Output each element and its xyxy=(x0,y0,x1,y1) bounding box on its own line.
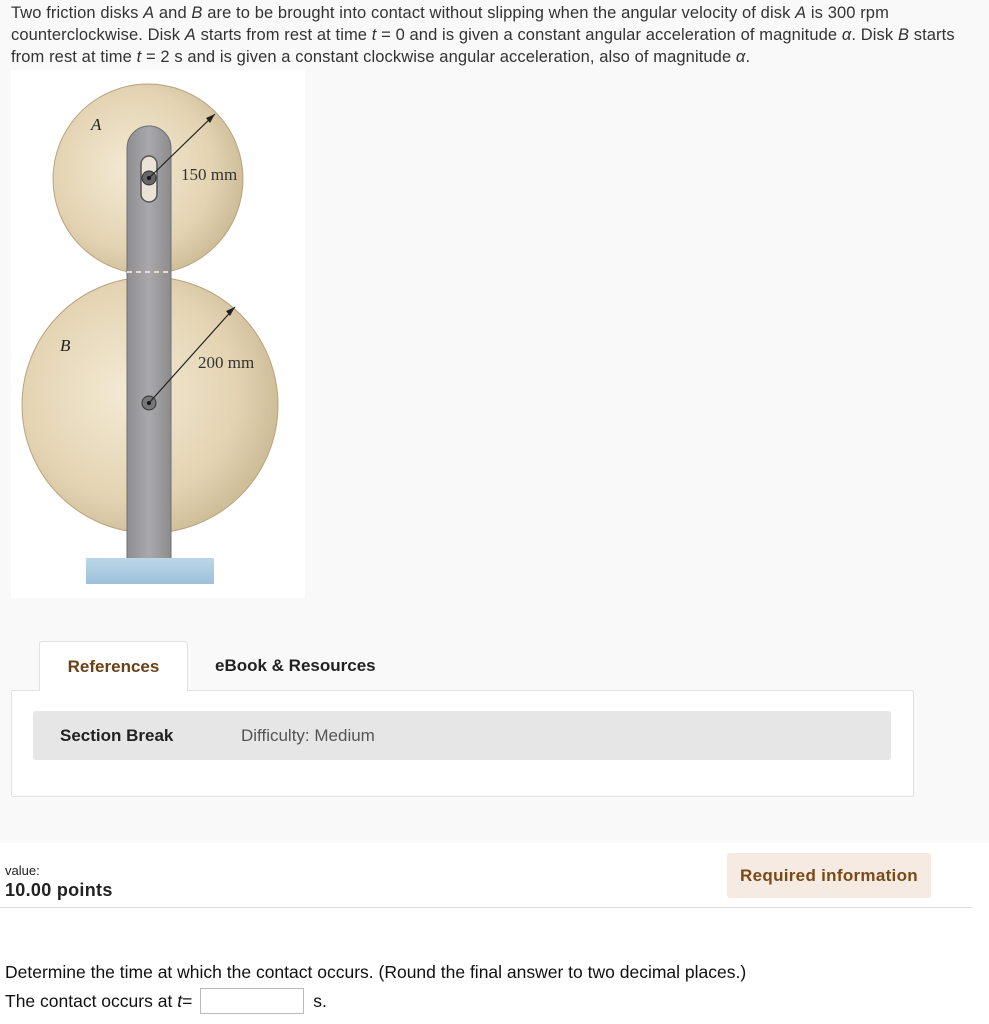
answer-line xyxy=(5,988,327,1014)
tab-ebook-resources[interactable]: eBook & Resources xyxy=(215,656,376,675)
section-bar xyxy=(33,711,891,760)
label-disk-a: A xyxy=(91,115,102,134)
label-disk-b: B xyxy=(60,336,71,355)
answer-variable: t xyxy=(177,990,183,1011)
friction-disks-diagram xyxy=(11,70,305,598)
question-text: Determine the time at which the contact occurs. (Round the final answer to two decimal places.) xyxy=(5,962,747,982)
problem-statement: Two friction disks A and B are to be brought into contact without slipping when the angular velocity of disk A is 300 rpm counterclockwise. Disk A starts from rest at time t = 0 and is given a constant angular acceleration of magnitude α. Disk B starts from rest at time t = 2 s and is given a constant clockwise angular acceleration, also of magnitude α. xyxy=(11,4,955,66)
answer-input[interactable] xyxy=(200,988,304,1014)
value-points: 10.00 points xyxy=(5,880,113,900)
value-label: value: xyxy=(5,863,40,878)
required-information-button[interactable]: Required information xyxy=(727,853,931,898)
label-radius-a: 150 mm xyxy=(181,165,238,184)
references-panel xyxy=(11,690,914,797)
answer-unit: s. xyxy=(313,990,327,1011)
tab-references[interactable]: References xyxy=(39,641,188,691)
section-break-label: Section Break xyxy=(60,726,174,745)
label-radius-b: 200 mm xyxy=(198,353,255,372)
difficulty-label: Difficulty: Medium xyxy=(241,726,375,745)
friction-disks-figure xyxy=(11,70,305,598)
ground-base xyxy=(86,558,214,584)
answer-prompt: The contact occurs at xyxy=(5,990,173,1011)
answer-equals: = xyxy=(182,990,193,1011)
divider xyxy=(0,907,972,908)
